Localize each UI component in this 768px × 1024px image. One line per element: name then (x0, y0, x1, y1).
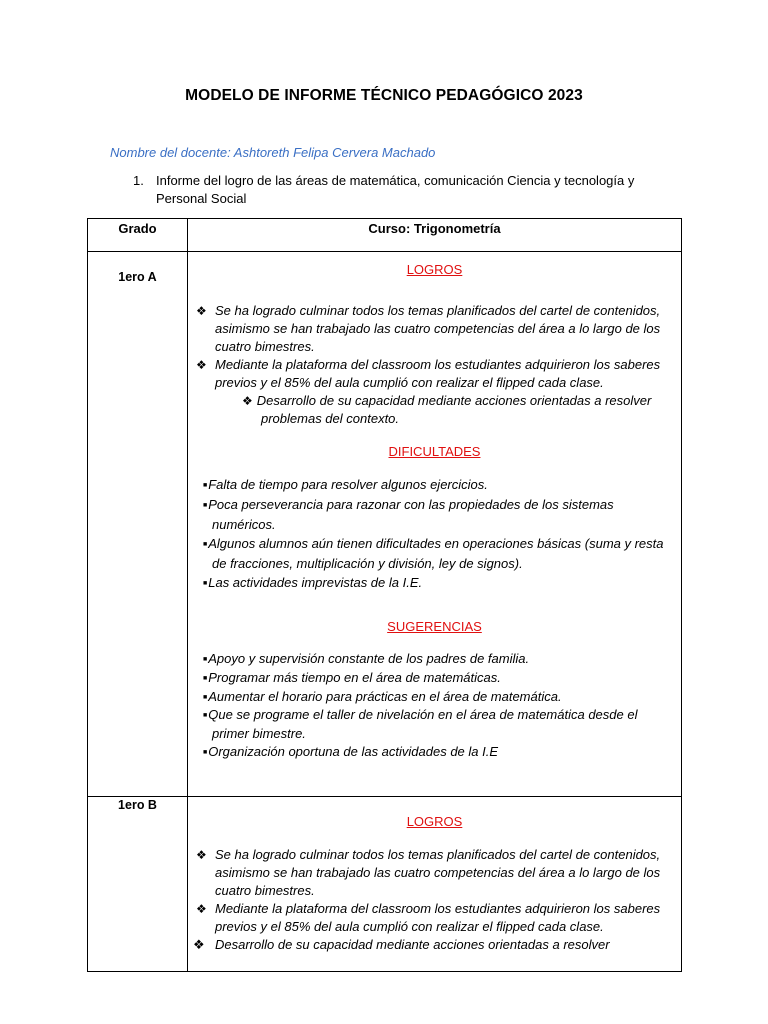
square-bullet-icon: ■ (203, 748, 208, 756)
list-item (203, 650, 673, 669)
dificultades-list (188, 475, 673, 593)
list-item-text: Se ha logrado culminar todos los temas planificados del cartel de contenidos, asimismo se han trabajado las cuatro competencias del área a lo largo de los cuatro bimestres. (215, 847, 661, 898)
item-text: Informe del logro de las áreas de matemática, comunicación Ciencia y tecnología y Personal Social (156, 173, 635, 206)
list-item (203, 495, 673, 534)
list-item (196, 302, 666, 356)
square-bullet-icon: ■ (203, 674, 208, 682)
square-bullet-icon: ■ (203, 656, 208, 663)
logros-list (188, 302, 666, 428)
list-item-text: Mediante la plataforma del classroom los estudiantes adquirieron los saberes previos y el 85% del aula cumplió con realizar el flipped cada clase. (215, 357, 661, 390)
list-item-text: Organización oportuna de las actividades de la I.E (208, 743, 499, 759)
list-item-text: Que se programe el taller de nivelación en el área de matemática desde el primer bimestre. (208, 707, 638, 742)
grade-header: Grado (88, 219, 188, 252)
list-item (193, 936, 666, 954)
diamond-bullet-icon: ❖ (196, 304, 207, 318)
dificultades-title: DIFICULTADES (388, 444, 481, 459)
teacher-name: Nombre del docente: Ashtoreth Felipa Cervera Machado (110, 145, 436, 160)
list-item-text: Desarrollo de su capacidad mediante acciones orientadas a resolver (215, 937, 610, 952)
grade-cell (88, 797, 188, 972)
content-cell (188, 252, 682, 797)
content-cell (188, 797, 682, 972)
list-item-text: Se ha logrado culminar todos los temas planificados del cartel de contenidos, asimismo se han trabajado las cuatro competencias del área a lo largo de los cuatro bimestres. (215, 303, 661, 354)
list-item-text: Poca perseverancia para razonar con las propiedades de los sistemas numéricos. (208, 497, 614, 532)
list-item (203, 534, 673, 573)
page-title: MODELO DE INFORME TÉCNICO PEDAGÓGICO 2023 (185, 87, 583, 104)
square-bullet-icon: ■ (203, 482, 208, 489)
course-header: Curso: Trigonometría (188, 219, 682, 252)
diamond-bullet-icon: ❖ (193, 937, 205, 952)
table-row (88, 252, 682, 797)
list-item (203, 669, 673, 688)
diamond-bullet-icon: ❖ (196, 848, 207, 862)
diamond-bullet-icon: ❖ (196, 902, 207, 916)
list-item (196, 356, 666, 392)
sugerencias-list (188, 650, 673, 762)
list-item (203, 706, 673, 743)
list-item-text: Aumentar el horario para prácticas en el área de matemática. (208, 688, 562, 704)
diamond-bullet-icon: ❖ (242, 394, 253, 408)
logros-list (188, 846, 666, 954)
list-item-text: Desarrollo de su capacidad mediante acciones orientadas a resolver problemas del contexto. (256, 393, 652, 426)
square-bullet-icon: ■ (203, 502, 208, 509)
table-header-row (88, 219, 682, 252)
list-item (203, 743, 673, 762)
list-item (196, 846, 666, 900)
list-item-text: Algunos alumnos aún tienen dificultades en operaciones básicas (suma y resta de fracciones, multiplicación y división, ley de signos). (208, 536, 664, 571)
list-item (220, 392, 666, 428)
square-bullet-icon: ■ (203, 541, 208, 548)
logros-title: LOGROS (406, 262, 463, 277)
sugerencias-title: SUGERENCIAS (387, 619, 482, 634)
logros-title: LOGROS (406, 814, 463, 829)
square-bullet-icon: ■ (203, 712, 208, 720)
list-item (203, 475, 673, 495)
list-item-text: Mediante la plataforma del classroom los estudiantes adquirieron los saberes previos y el 85% del aula cumplió con realizar el flipped cada clase. (215, 901, 661, 934)
list-item-text: Falta de tiempo para resolver algunos ejercicios. (208, 477, 488, 492)
diamond-bullet-icon: ❖ (196, 358, 207, 372)
item-number: 1. (133, 173, 144, 188)
grade-label: 1ero B (118, 798, 157, 812)
list-item-text: Programar más tiempo en el área de matemáticas. (208, 669, 501, 685)
list-item (196, 900, 666, 936)
table-row (88, 797, 682, 972)
grade-cell (88, 252, 188, 797)
list-item-text: Las actividades imprevistas de la I.E. (208, 575, 423, 590)
list-item (203, 688, 673, 707)
report-table (87, 218, 682, 972)
square-bullet-icon: ■ (203, 580, 208, 587)
list-item-text: Apoyo y supervisión constante de los padres de familia. (208, 651, 530, 666)
list-item (203, 573, 673, 593)
square-bullet-icon: ■ (203, 693, 208, 701)
grade-label: 1ero A (118, 270, 157, 284)
